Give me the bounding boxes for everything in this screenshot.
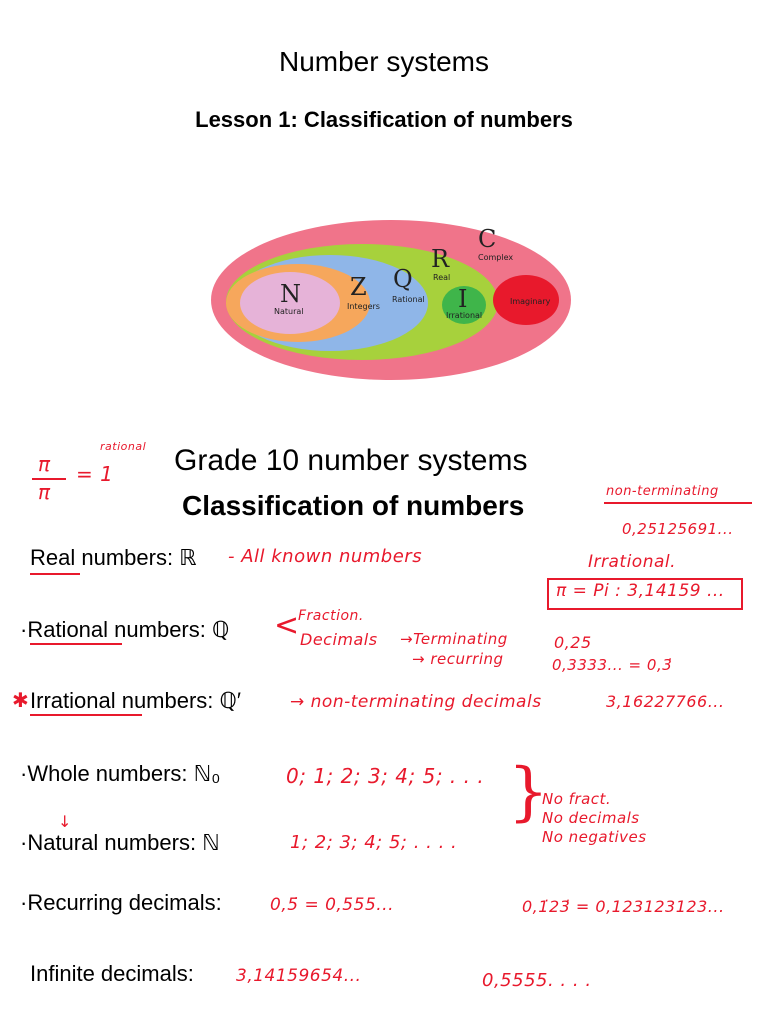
whole-numbers-line: ·Whole numbers: ℕ₀ bbox=[20, 761, 221, 786]
irrational-numbers-line: Irrational numbers: ℚ′ bbox=[30, 688, 241, 713]
note-irrational-example: 3,16227766... bbox=[606, 692, 725, 711]
rational-underline bbox=[30, 643, 122, 645]
slide-heading: Grade 10 number systems bbox=[174, 444, 528, 477]
star-icon: ✱ bbox=[12, 688, 30, 712]
note-equals-one: = 1 bbox=[76, 462, 114, 486]
note-pi-value: π = Pi : 3,14159 ... bbox=[556, 581, 725, 601]
note-recurring-ex2: 0,1̇23̇ = 0,123123123... bbox=[522, 897, 725, 916]
irrational-label: Irrational bbox=[446, 311, 483, 320]
note-infinite-ex2: 0,5555. . . . bbox=[482, 970, 592, 991]
real-label: Real bbox=[433, 273, 451, 282]
brace-icon: } bbox=[508, 755, 550, 829]
note-pi-numerator: π bbox=[38, 452, 51, 476]
recurring-decimals-line: ·Recurring decimals: bbox=[20, 890, 222, 915]
slide-subheading: Classification of numbers bbox=[182, 490, 525, 521]
real-symbol: R bbox=[431, 245, 450, 273]
natural-numbers-line: ·Natural numbers: ℕ bbox=[20, 830, 220, 855]
down-arrow-icon: ↓ bbox=[58, 812, 72, 831]
note-recurring: → recurring bbox=[412, 650, 504, 668]
note-irrational-desc: → non-terminating decimals bbox=[290, 692, 542, 712]
note-pi-denominator: π bbox=[38, 480, 51, 504]
note-nonterm-example: 0,25125691... bbox=[622, 520, 734, 538]
number-set-diagram bbox=[200, 215, 580, 385]
complex-label: Complex bbox=[478, 253, 514, 262]
irrational-symbol: I bbox=[458, 285, 468, 313]
irrational-underline bbox=[30, 714, 142, 716]
note-terminating-example: 0,25 bbox=[554, 633, 592, 652]
note-natural-list: 1; 2; 3; 4; 5; . . . . bbox=[290, 832, 458, 853]
note-recurring-example: 0,3333... = 0,3̇ bbox=[552, 656, 673, 674]
rational-numbers-line: ·Rational numbers: ℚ bbox=[20, 617, 230, 642]
natural-label: Natural bbox=[274, 307, 304, 316]
note-rational-word: rational bbox=[100, 440, 147, 453]
real-underline bbox=[30, 573, 80, 575]
note-whole-list: 0; 1; 2; 3; 4; 5; . . . bbox=[286, 764, 485, 788]
note-less-than: < bbox=[274, 608, 300, 643]
note-terminating: →Terminating bbox=[400, 630, 508, 648]
non-terminating-underline bbox=[604, 502, 752, 504]
note-no-negatives: No negatives bbox=[542, 828, 647, 846]
infinite-decimals-line: Infinite decimals: bbox=[30, 961, 194, 986]
note-fraction: Fraction. bbox=[298, 608, 364, 624]
rational-label: Rational bbox=[392, 295, 425, 304]
lesson-subtitle: Lesson 1: Classification of numbers bbox=[195, 107, 573, 132]
note-infinite-ex1: 3,14159654... bbox=[236, 966, 362, 986]
note-non-terminating: non-terminating bbox=[606, 484, 719, 499]
integers-label: Integers bbox=[347, 302, 380, 311]
rational-symbol: Q bbox=[393, 265, 413, 293]
real-numbers-line: Real numbers: ℝ bbox=[30, 545, 197, 570]
note-recurring-ex1: 0,5̇ = 0,555... bbox=[270, 895, 394, 915]
note-irrational-word: Irrational. bbox=[588, 552, 677, 572]
note-all-known: - All known numbers bbox=[228, 546, 423, 567]
complex-symbol: C bbox=[478, 225, 497, 253]
note-decimals: Decimals bbox=[300, 630, 378, 649]
note-no-fract: No fract. bbox=[542, 790, 612, 808]
page-title: Number systems bbox=[278, 46, 490, 77]
note-no-decimals: No decimals bbox=[542, 809, 640, 827]
natural-symbol: N bbox=[280, 280, 301, 308]
integers-symbol: Z bbox=[350, 273, 367, 301]
imaginary-label: Imaginary bbox=[510, 297, 551, 306]
